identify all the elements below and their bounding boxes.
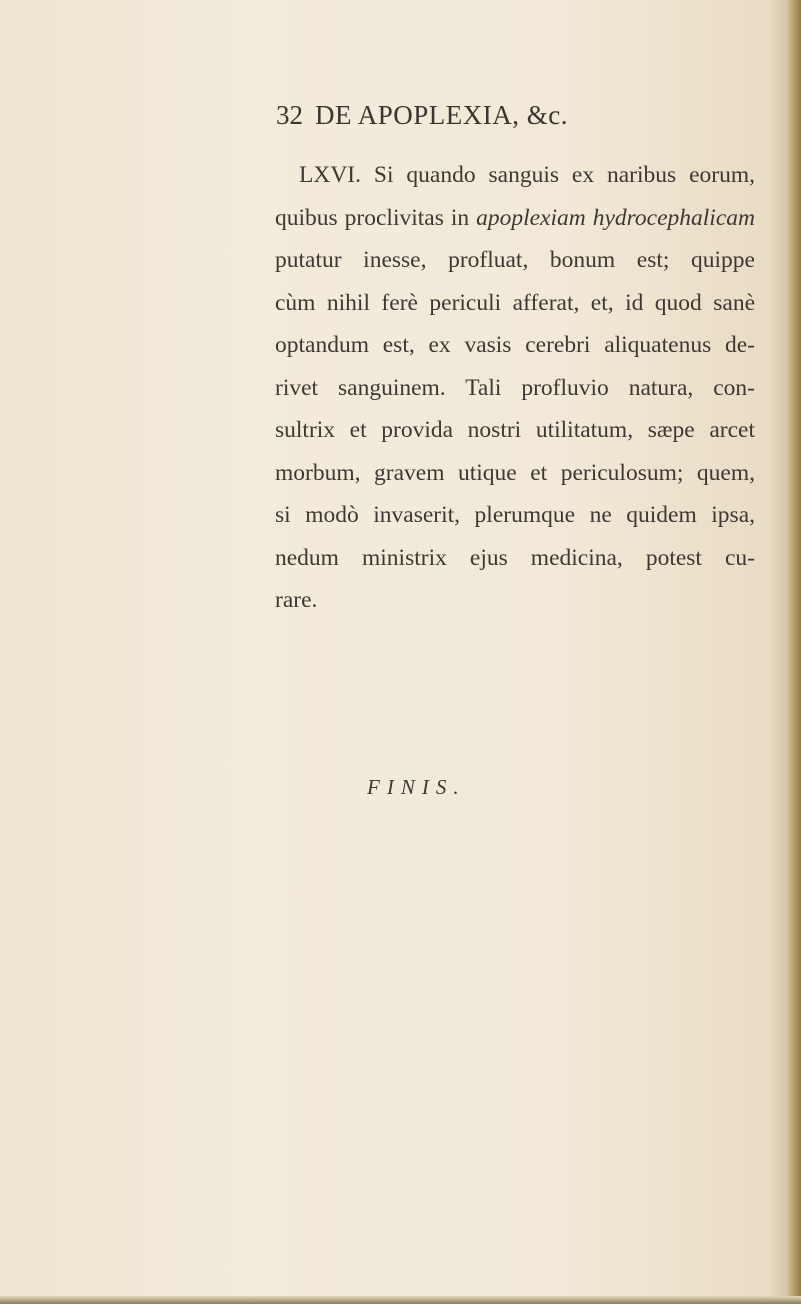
finis-mark: FINIS.: [367, 775, 466, 799]
text-line: si modò invaserit, plerumque ne quidem ipsa,: [275, 502, 755, 528]
page-edge-right: [787, 0, 801, 1304]
text-line: morbum, gravem utique et periculosum; quem,: [275, 459, 755, 486]
italic-term: apoplexiam hydrocephalicam: [476, 204, 755, 231]
page-edge-bottom: [0, 1296, 801, 1304]
text-line: rivet sanguinem. Tali profluvio natura, con-: [275, 374, 755, 401]
text-line: sultrix et provida nostri utilitatum, sæpe arcet: [275, 417, 755, 443]
text-line: nedum ministrix ejus medicina, potest cu-: [275, 544, 755, 571]
text-line: rare.: [275, 587, 318, 613]
paragraph-lxvi: [275, 154, 755, 622]
text-line: optandum est, ex vasis cerebri aliquatenus de-: [275, 332, 755, 358]
text-segment: quibus proclivitas in: [275, 204, 477, 231]
text-line: LXVI. Si quando sanguis ex naribus eorum,: [299, 162, 755, 188]
text-line: cùm nihil ferè periculi afferat, et, id quod sanè: [275, 289, 755, 316]
page-number: 32: [276, 100, 303, 130]
text-line: [275, 197, 755, 240]
text-line: putatur inesse, profluat, bonum est; quippe: [275, 247, 755, 273]
running-head: DE APOPLEXIA, &c.: [315, 100, 568, 130]
